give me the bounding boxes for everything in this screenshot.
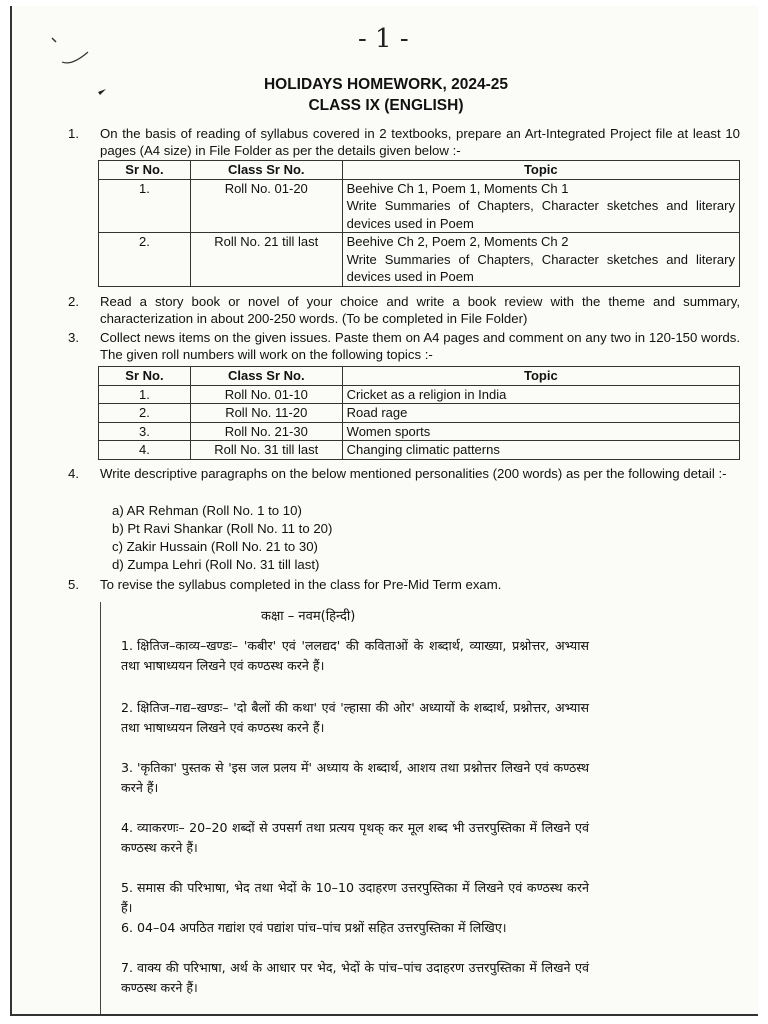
table-cell-roll: Roll No. 01-10 (190, 385, 342, 404)
table-header: Topic (342, 367, 739, 386)
hindi-title: कक्षा – नवम(हिन्दी) (261, 609, 356, 624)
item-number: 4. (121, 820, 134, 835)
item-number: 4. (68, 466, 79, 481)
table-cell-roll: Roll No. 01-20 (190, 179, 342, 233)
list-item: a) AR Rehman (Roll No. 1 to 10) (112, 503, 302, 518)
list-item: b) Pt Ravi Shankar (Roll No. 11 to 20) (112, 521, 333, 536)
page-title: HOLIDAYS HOMEWORK, 2024-25 (263, 76, 509, 93)
table-cell-roll: Roll No. 21 till last (190, 233, 342, 287)
item-number: 7. (121, 960, 134, 975)
table-row (99, 404, 740, 423)
item-number: 2. (68, 294, 79, 309)
table-cell-roll: Roll No. 21-30 (190, 422, 342, 441)
item-number: 6. (121, 920, 134, 935)
list-item: d) Zumpa Lehri (Roll No. 31 till last) (112, 557, 320, 572)
item-text: वाक्य की परिभाषा, अर्थ के आधार पर भेद, भेदों के पांच–पांच उदाहरण उत्तरपुस्तिका में लिखने एवं कण्ठस्थ करने हैं। (121, 960, 589, 995)
project-table (98, 160, 740, 287)
item-number: 1. (121, 638, 134, 653)
item-text: Write descriptive paragraphs on the below mentioned personalities (200 words) as per the following detail :- (100, 466, 727, 481)
item-number: 5. (68, 577, 79, 592)
table-cell-sr: 2. (99, 233, 191, 287)
table-cell-topic: Road rage (342, 404, 739, 423)
item-text: Collect news items on the given issues. Paste them on A4 pages and comment on any two in 120-150 words. The given roll numbers will work on the following topics :- (100, 330, 740, 362)
hindi-item-3 (121, 758, 589, 798)
page-subtitle: CLASS IX (ENGLISH) (308, 97, 464, 114)
table-cell-sr: 1. (99, 385, 191, 404)
table-row (99, 385, 740, 404)
topic-line: Write Summaries of Chapters, Character sketches and literary devices used in Poem (346, 251, 735, 284)
item-number: 3. (121, 760, 134, 775)
table-header: Sr No. (99, 367, 191, 386)
hindi-item-7 (121, 958, 589, 998)
table-cell-roll: Roll No. 31 till last (190, 441, 342, 460)
table-header: Sr No. (99, 161, 191, 180)
item-number: 1. (68, 126, 79, 141)
hindi-section (100, 602, 593, 1014)
personality-list (112, 502, 332, 574)
list-item: c) Zakir Hussain (Roll No. 21 to 30) (112, 539, 318, 554)
item-text: To revise the syllabus completed in the class for Pre-Mid Term exam. (100, 577, 502, 592)
item-text: व्याकरणः– 20–20 शब्दों से उपसर्ग तथा प्रत्यय पृथक् कर मूल शब्द भी उत्तरपुस्तिका में लिखने एवं कण्ठस्थ करने हैं। (121, 820, 589, 855)
table-header-row (99, 161, 740, 180)
table-header: Class Sr No. (190, 367, 342, 386)
table-cell-sr: 3. (99, 422, 191, 441)
item-number: 2. (121, 700, 134, 715)
document-page (10, 6, 758, 1016)
topic-line: Beehive Ch 2, Poem 2, Moments Ch 2 (346, 234, 569, 249)
table-cell-sr: 4. (99, 441, 191, 460)
table-header: Class Sr No. (190, 161, 342, 180)
table-cell-topic: Cricket as a religion in India (342, 385, 739, 404)
table-row (99, 233, 740, 287)
table-cell-topic (342, 233, 739, 287)
topic-line: Write Summaries of Chapters, Character sketches and literary devices used in Poem (346, 198, 735, 231)
news-topics-table (98, 366, 740, 460)
table-cell-topic (342, 179, 739, 233)
item-text: क्षितिज–गद्य–खण्डः– 'दो बैलों की कथा' एवं 'ल्हासा की ओर' अध्यायों के शब्दार्थ, प्रश्नोत्तर, अभ्यास तथा भाषाध्ययन लिखने एवं कण्ठस्थ करने हैं। (121, 700, 589, 735)
table-cell-topic: Women sports (342, 422, 739, 441)
hindi-item-5 (121, 878, 589, 918)
hindi-item-2 (121, 698, 589, 738)
item-number: 5. (121, 880, 134, 895)
topic-line: Beehive Ch 1, Poem 1, Moments Ch 1 (346, 180, 569, 196)
item-text: समास की परिभाषा, भेद तथा भेदों के 10–10 उदाहरण उत्तरपुस्तिका में लिखने एवं कण्ठस्थ करने हैं। (121, 880, 589, 915)
item-text: क्षितिज–काव्य–खण्डः– 'कबीर' एवं 'ललद्यद' की कविताओं के शब्दार्थ, व्याख्या, प्रश्नोत्तर, अभ्यास तथा भाषाध्ययन लिखने एवं कण्ठस्थ करने हैं। (121, 638, 589, 673)
table-cell-topic: Changing climatic patterns (342, 441, 739, 460)
page-number: - 1 - (358, 24, 409, 54)
hindi-item-1 (121, 636, 589, 676)
item-text: Read a story book or novel of your choice and write a book review with the theme and summary, characterization in about 200-250 words. (To be completed in File Folder) (100, 294, 740, 326)
item-text: On the basis of reading of syllabus covered in 2 textbooks, prepare an Art-Integrated Project file at least 10 pages (A4 size) in File Folder as per the details given below :- (100, 126, 740, 158)
table-cell-roll: Roll No. 11-20 (190, 404, 342, 423)
table-cell-sr: 2. (99, 404, 191, 423)
table-row (99, 441, 740, 460)
table-row (99, 422, 740, 441)
hindi-item-4 (121, 818, 589, 858)
item-text: 04–04 अपठित गद्यांश एवं पद्यांश पांच–पांच प्रश्नों सहित उत्तरपुस्तिका में लिखिए। (137, 920, 507, 935)
hindi-item-6 (121, 918, 589, 938)
item-number: 3. (68, 330, 79, 345)
table-header: Topic (342, 161, 739, 180)
table-row (99, 179, 740, 233)
table-cell-sr: 1. (99, 179, 191, 233)
table-header-row (99, 367, 740, 386)
item-text: 'कृतिका' पुस्तक से 'इस जल प्रलय में' अध्याय के शब्दार्थ, आशय तथा प्रश्नोत्तर लिखने एवं कण्ठस्थ करने हैं। (121, 760, 589, 795)
